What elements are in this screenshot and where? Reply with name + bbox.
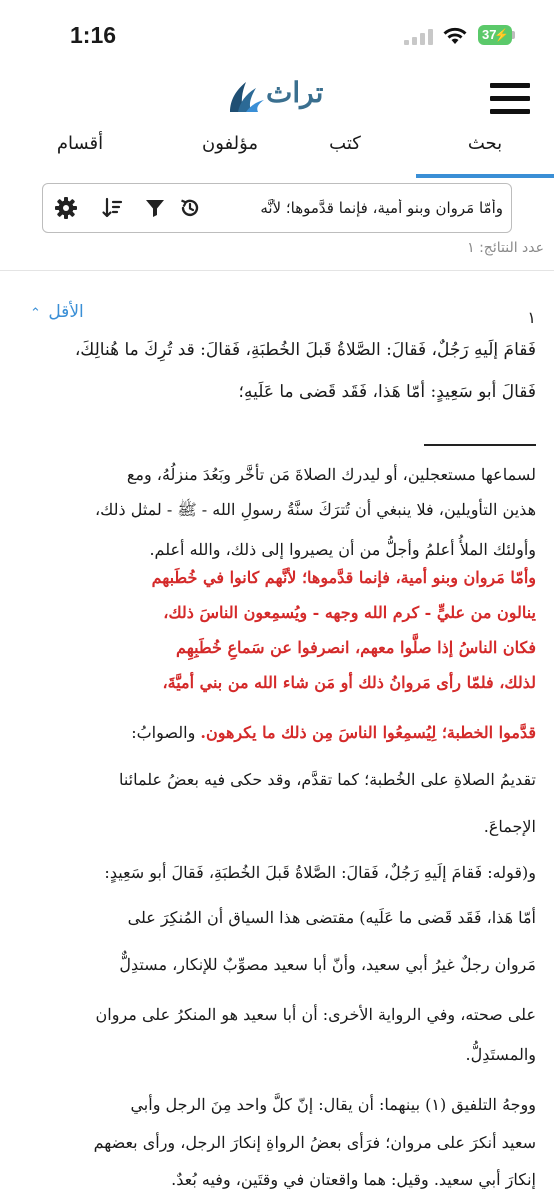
results-count: عدد النتائج: ١	[467, 240, 544, 256]
commentary-line: لسماعها مستعجلين، أو ليدرك الصلاةَ مَن تأخَّر وبَعُدَ منزلُهُ، ومع	[126, 465, 536, 484]
tab-authors[interactable]: مؤلفون	[201, 133, 259, 154]
highlighted-match-line: لذلك، فلمّا رأى مَروانُ ذلك أو مَن شاء الله من بني أميَّةَ،	[162, 673, 536, 692]
tab-books[interactable]: كتب	[329, 133, 361, 154]
commentary-line: تقديمُ الصلاةِ على الخُطبة؛ كما تقدَّم، وقد حكى فيه بعضُ علمائنا	[118, 770, 536, 789]
commentary-line: ووجهُ التلفيق (١) بينهما: أن يقال: إنّ كلَّ واحد مِنَ الرجل وأبي	[130, 1095, 536, 1114]
highlighted-match-line: فكان الناسُ إذا صلَّوا معهم، انصرفوا عن سَماعِ خُطَبِهِم	[176, 638, 536, 657]
gear-icon[interactable]	[54, 196, 78, 220]
filter-icon[interactable]	[143, 196, 167, 220]
highlighted-match-text: قدَّموا الخطبة؛ لِيُسمِعُوا الناسَ مِن ذلك ما يكرهون.	[200, 723, 536, 742]
commentary-line	[131, 723, 536, 742]
commentary-line: أمّا هَذا، فَقَد قَضى ما عَلَيه) مقتضى هذا السياق أن المُنكِرَ على	[127, 908, 536, 927]
active-tab-indicator	[416, 174, 554, 178]
quote-separator	[424, 444, 536, 446]
charging-bolt-icon: ⚡	[494, 28, 509, 42]
battery-cap	[512, 31, 515, 39]
app-logo	[226, 72, 336, 118]
commentary-line: إنكارَ أبي سعيد. وقيل: هما واقعتان في وقتَين، وفيه بُعدٌ.	[171, 1170, 536, 1189]
hadith-quote-line: فَقامَ إلَيهِ رَجُلٌ، فَقالَ: الصَّلاةُ قَبلَ الخُطبَةِ، فَقالَ: قد تُرِكَ ما هُنالِكَ،	[74, 340, 536, 360]
highlighted-match-line: وأمّا مَروان وبنو أمية، فإنما قدَّموها؛ لأنَّهم كانوا في خُطَبهم	[151, 568, 536, 587]
tab-sections[interactable]: أقسام	[56, 133, 104, 154]
show-less-label: الأقل	[48, 302, 84, 322]
search-input[interactable]	[241, 192, 503, 224]
commentary-text: والصوابُ:	[131, 723, 201, 742]
status-time: 1:16	[70, 22, 117, 48]
commentary-line: سعيد أنكرَ على مروان؛ فرَأى بعضُ الرواةِ إنكارَ الرجل، ورأى بعضهم	[93, 1133, 536, 1152]
hamburger-menu-icon[interactable]	[490, 83, 530, 115]
tab-search[interactable]: بحث	[467, 133, 503, 154]
highlighted-match-line: ينالون من عليٍّ - كرم الله وجهه - ويُسمِعون الناسَ ذلك،	[163, 603, 536, 622]
battery-level: 37	[482, 27, 497, 42]
battery-indicator	[478, 25, 512, 45]
logo-text: تراث	[266, 76, 324, 109]
tab-bar	[0, 130, 554, 180]
commentary-line: و(قوله: فَقامَ إلَيهِ رَجُلٌ، فَقالَ: الصَّلاةُ قَبلَ الخُطبَةِ، فَقالَ أبو سَعِيدٍ:	[104, 863, 536, 882]
commentary-line: على صحته، وفي الرواية الأخرى: أن أبا سعيد هو المنكرُ على مروان	[95, 1005, 536, 1024]
commentary-line: وأولئك الملأُ أعلمُ وأجلُّ من أن يصيروا إلى ذلك، والله أعلم.	[149, 540, 536, 559]
show-less-button[interactable]	[30, 302, 84, 322]
cellular-signal-icon	[404, 29, 434, 45]
search-box	[42, 183, 512, 233]
app-header	[0, 60, 554, 130]
history-icon[interactable]	[178, 196, 202, 220]
hadith-quote-line: فَقالَ أبو سَعِيدٍ: أمّا هَذا، فَقَد قَضى ما عَلَيهِ؛	[238, 382, 536, 402]
sort-icon[interactable]	[100, 196, 124, 220]
commentary-line: والمستَدِلُّ.	[465, 1045, 536, 1064]
logo-leaf-icon	[226, 76, 266, 116]
chevron-up-icon: ⌃	[30, 306, 41, 321]
commentary-line: هذين التأويلين، فلا ينبغي أن تُترَكَ سنَّةُ رسولِ الله - ﷺ - لمثل ذلك،	[95, 500, 536, 519]
divider	[0, 270, 554, 271]
commentary-line: مَروان رجلٌ غيرُ أبي سعيد، وأنّ أبا سعيد مصوِّبٌ للإنكار، مستدِلٌّ	[119, 955, 536, 974]
result-number: ١	[527, 308, 536, 327]
wifi-icon	[442, 26, 468, 46]
commentary-line: الإجماعَ.	[483, 817, 536, 836]
